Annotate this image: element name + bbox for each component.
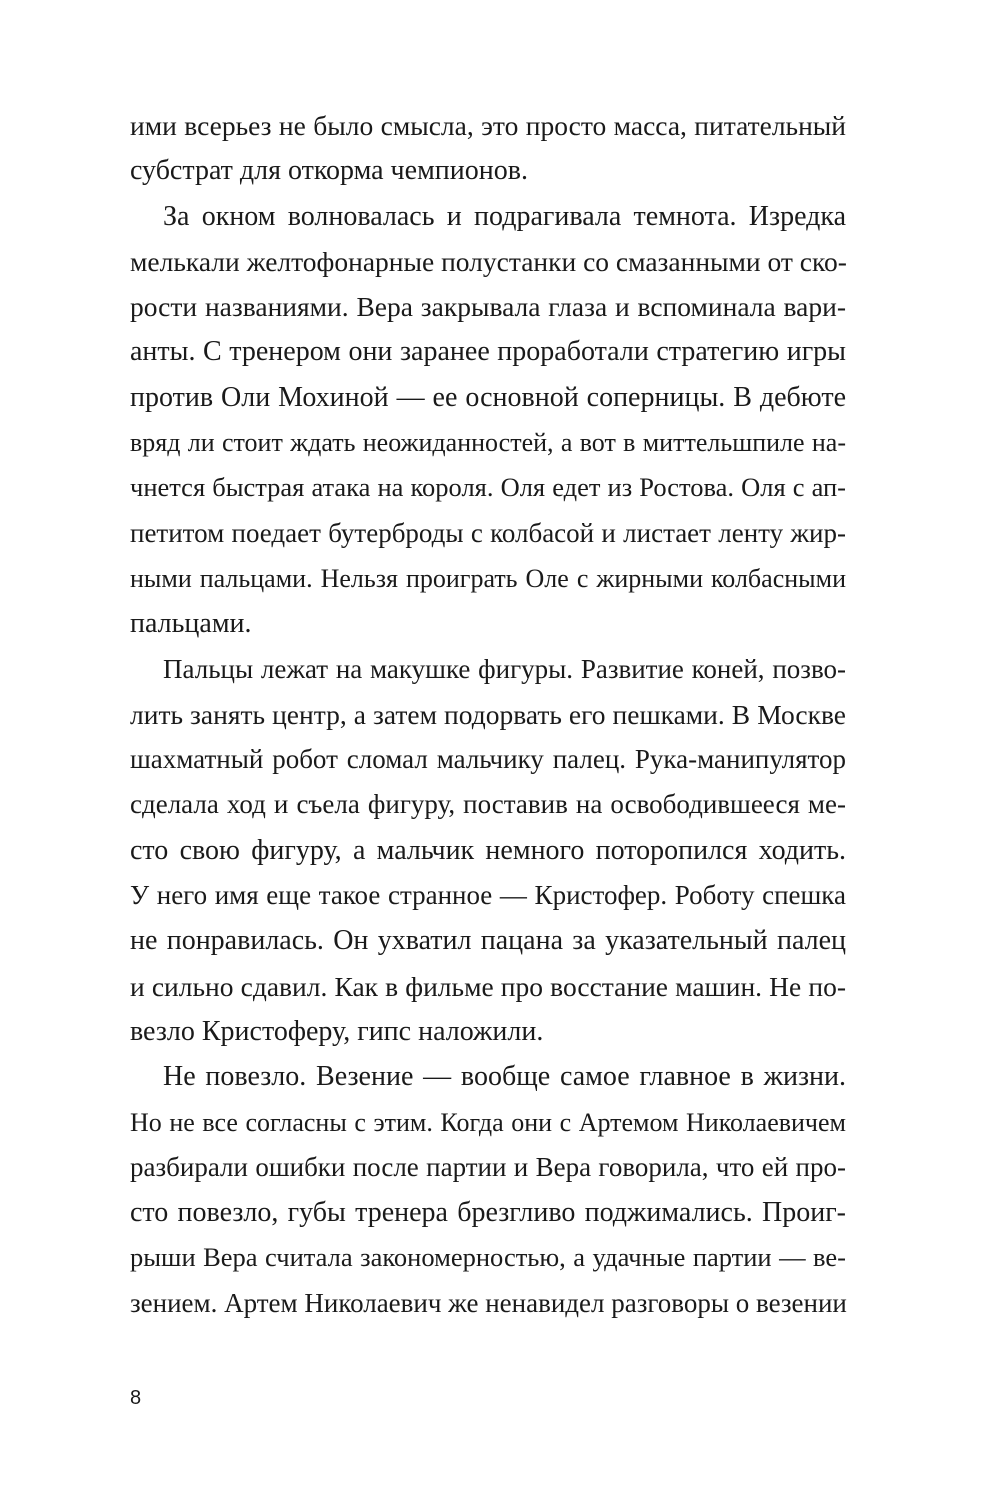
body-text	[130, 103, 846, 1326]
text-line: рыши Вера считала закономерностью, а удачные партии — ве-	[130, 1242, 846, 1273]
text-line: петитом поедает бутерброды с колбасой и листает ленту жир-	[130, 517, 846, 548]
text-line: сто свою фигуру, а мальчик немного поторопился ходить.	[130, 834, 846, 866]
text-line: сделала ход и съела фигуру, поставив на освободившееся ме-	[130, 789, 846, 820]
text-line: Не повезло. Везение — вообще самое главное в жизни.	[163, 1061, 846, 1093]
text-line: мелькали желтофонарные полустанки со смазанными от ско-	[130, 245, 847, 277]
text-line: шахматный робот сломал мальчику палец. Рука-манипулятор	[130, 744, 846, 775]
text-line: не понравилась. Он ухватил пацана за указательный палец	[130, 925, 846, 957]
text-line: Но не все согласны с этим. Когда они с Артемом Николаевичем	[130, 1107, 846, 1137]
page-number: 8	[130, 1387, 142, 1409]
text-line: пальцами.	[130, 608, 252, 640]
text-line: сто повезло, губы тренера брезгливо поджимались. Проиг-	[130, 1197, 846, 1229]
paragraph-1	[130, 103, 846, 194]
text-line: против Оли Мохиной — ее основной соперницы. В дебюте	[130, 381, 846, 413]
text-line: лить занять центр, а затем подорвать его пешками. В Москве	[130, 698, 846, 730]
text-line: зением. Артем Николаевич же ненавидел разговоры о везении	[130, 1287, 847, 1318]
text-line: разбирали ошибки после партии и Вера говорила, что ей про-	[130, 1151, 846, 1182]
text-line: чнется быстрая атака на короля. Оля едет из Ростова. Оля с ап-	[130, 472, 846, 503]
paragraph-2	[130, 194, 846, 647]
text-line: ими всерьез не было смысла, это просто масса, питательный	[130, 110, 846, 141]
text-line: и сильно сдавил. Как в фильме про восстание машин. Не по-	[130, 970, 846, 1002]
text-line: вряд ли стоит ждать неожиданностей, а вот в миттельшпиле на-	[130, 428, 846, 458]
text-line: субстрат для откорма чемпионов.	[130, 155, 528, 187]
text-line: За окном волновалась и подрагивала темнота. Изредка	[163, 200, 846, 232]
text-line: ными пальцами. Нельзя проиграть Оле с жирными колбасными	[130, 563, 846, 593]
paragraph-3	[130, 647, 846, 1055]
text-line: Пальцы лежат на макушке фигуры. Развитие коней, позво-	[163, 653, 846, 684]
text-line: У него имя еще такое странное — Кристофер. Роботу спешка	[130, 880, 846, 911]
text-line: рости названиями. Вера закрывала глаза и вспоминала вари-	[130, 291, 846, 323]
text-line: везло Кристоферу, гипс наложили.	[130, 1015, 544, 1047]
text-line: анты. С тренером они заранее проработали стратегию игры	[130, 336, 846, 368]
paragraph-4	[130, 1054, 846, 1326]
